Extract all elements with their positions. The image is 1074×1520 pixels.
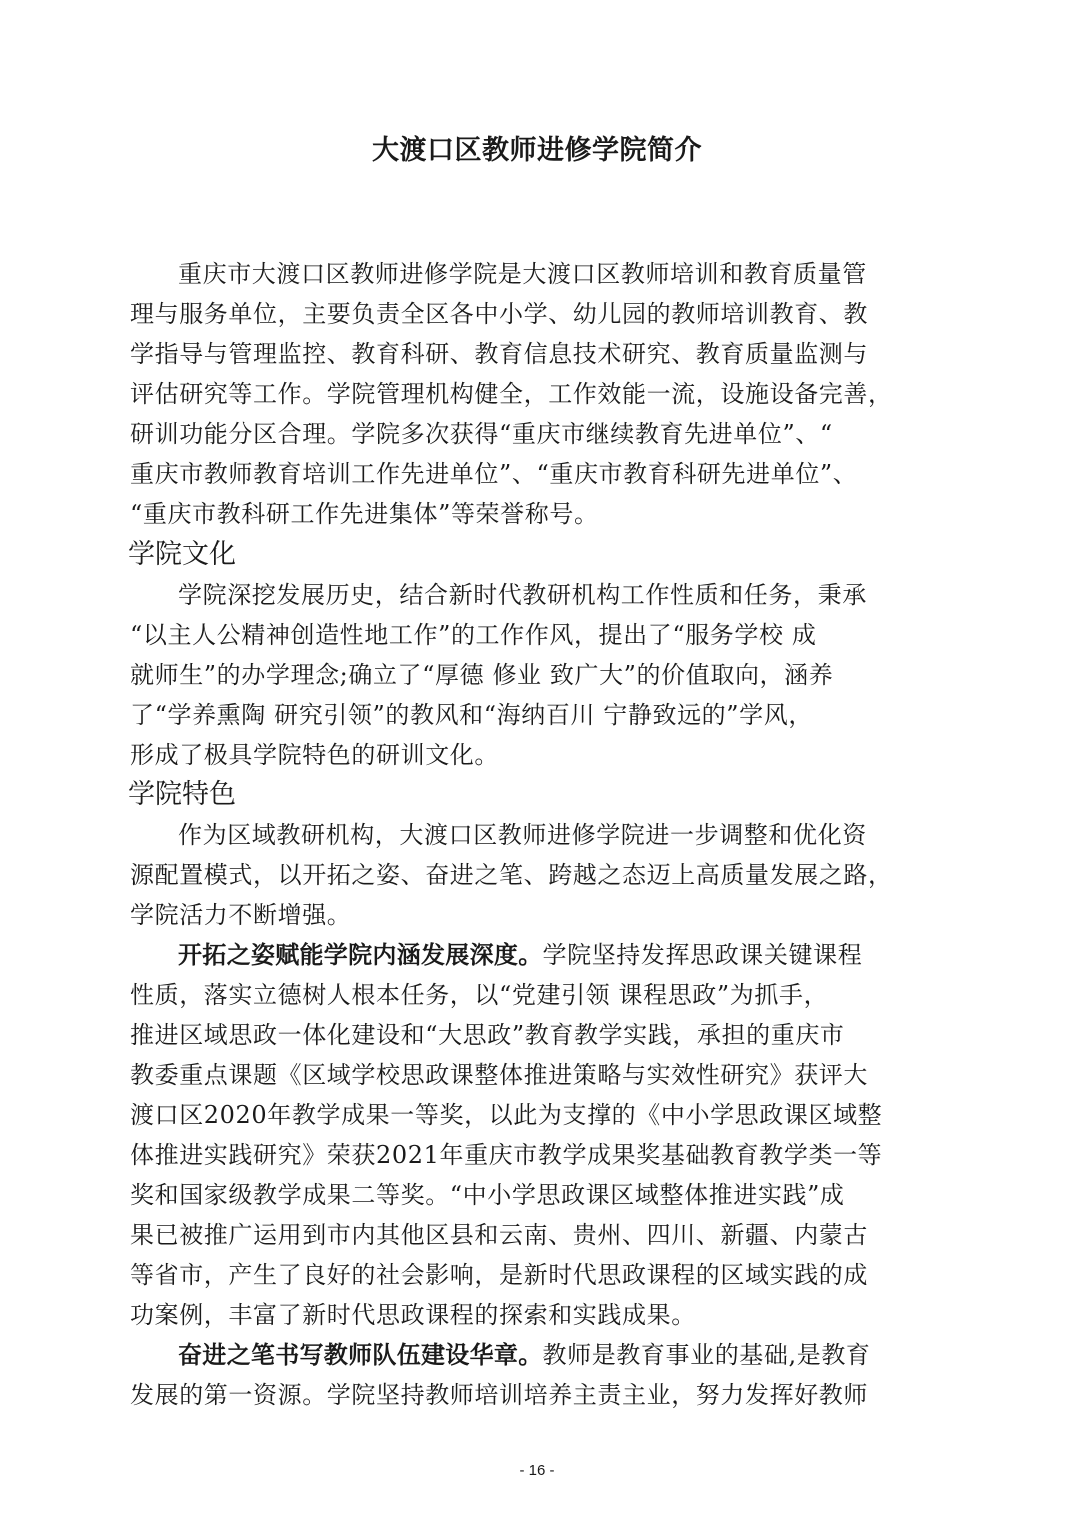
intro-line: 理与服务单位，主要负责全区各中小学、幼儿园的教师培训教育、教 [130,300,868,328]
features-line: 奖和国家级教学成果二等奖。“中小学思政课区域整体推进实践”成 [130,1181,845,1209]
culture-line: 学院深挖发展历史，结合新时代教研机构工作性质和任务，秉承 [178,581,867,609]
bold-lead-fenjin: 奋进之笔书写教师队伍建设华章。 [178,1341,543,1369]
section-heading-features: 学院特色 [128,779,236,810]
bold-lead-kaituo: 开拓之姿赋能学院内涵发展深度。 [178,941,543,969]
section-heading-culture: 学院文化 [128,539,236,570]
features-line: 渡口区2020年教学成果一等奖，以此为支撑的《中小学思政课区域整 [130,1101,883,1129]
intro-line: 评估研究等工作。学院管理机构健全，工作效能一流，设施设备完善， [130,380,893,408]
features-line: 源配置模式，以开拓之姿、奋进之笔、跨越之态迈上高质量发展之路， [130,861,893,889]
features-line: 功案例，丰富了新时代思政课程的探索和实践成果。 [130,1301,696,1329]
features-line: 体推进实践研究》荣获2021年重庆市教学成果奖基础教育教学类一等 [130,1141,883,1169]
document-title: 大渡口区教师进修学院简介 [372,135,702,166]
features-line: 性质，落实立德树人根本任务，以“党建引领 课程思政”为抓手， [130,981,829,1009]
intro-line: 学指导与管理监控、教育科研、教育信息技术研究、教育质量监测与 [130,340,868,368]
features-p3-first-line [178,1335,965,1375]
features-line: 作为区域教研机构，大渡口区教师进修学院进一步调整和优化资 [178,821,867,849]
features-line: 学院活力不断增强。 [130,901,352,929]
intro-line: 重庆市教师教育培训工作先进单位”、“重庆市教育科研先进单位”、 [130,460,858,488]
features-line: 推进区域思政一体化建设和“大思政”教育教学实践，承担的重庆市 [130,1021,845,1049]
features-line: 发展的第一资源。学院坚持教师培训培养主责主业，努力发挥好教师 [130,1381,868,1409]
culture-line: 就师生”的办学理念;确立了“厚德 修业 致广大”的价值取向，涵养 [130,661,834,689]
features-p2-rest: 学院坚持发挥思政课关键课程 [542,941,863,969]
intro-line: 研训功能分区合理。学院多次获得“重庆市继续教育先进单位”、“ [130,420,833,448]
features-p3-rest: 教师是教育事业的基础,是教育 [542,1341,871,1369]
features-p2-first-line [178,935,965,975]
culture-line: “以主人公精神创造性地工作”的工作作风，提出了“服务学校 成 [130,621,817,649]
page-number: - 16 - [519,1462,555,1479]
culture-line: 形成了极具学院特色的研训文化。 [130,741,499,769]
features-line: 果已被推广运用到市内其他区县和云南、贵州、四川、新疆、内蒙古 [130,1221,868,1249]
intro-line: 重庆市大渡口区教师进修学院是大渡口区教师培训和教育质量管 [178,260,867,288]
features-line: 教委重点课题《区域学校思政课整体推进策略与实效性研究》获评大 [130,1061,868,1089]
features-line: 等省市，产生了良好的社会影响，是新时代思政课程的区域实践的成 [130,1261,868,1289]
intro-line: “重庆市教科研工作先进集体”等荣誉称号。 [130,500,599,528]
culture-line: 了“学养熏陶 研究引领”的教风和“海纳百川 宁静致远的”学风， [130,701,813,729]
